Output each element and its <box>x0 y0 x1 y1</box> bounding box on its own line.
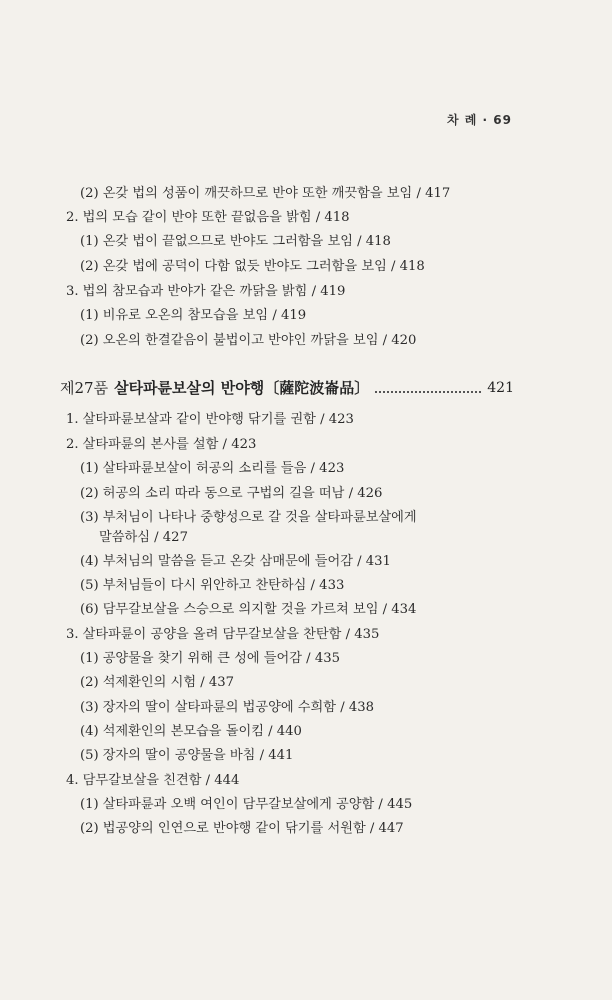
toc-entry <box>80 552 391 572</box>
toc-entry <box>80 722 302 742</box>
chapter-heading <box>60 377 514 399</box>
toc-entry-text: 석제환인의 시험 / 437 <box>102 675 235 690</box>
toc-entry <box>66 771 239 791</box>
toc-entry <box>80 698 374 718</box>
toc-entry-text: 온갖 법이 끝없으므로 반야도 그러함을 보임 / 418 <box>102 234 391 249</box>
toc-entry-text: 살타파륜보살이 허공의 소리를 들음 / 423 <box>102 461 345 476</box>
toc-entry-number: (1) <box>80 234 99 249</box>
toc-entry-text: 허공의 소리 따라 동으로 구법의 길을 떠남 / 426 <box>102 486 383 501</box>
running-head: 차 례 · 69 <box>447 113 512 127</box>
chapter-title: 살타파륜보살의 반야행〔薩陀波崙品〕 <box>114 379 370 397</box>
toc-entry-number: (1) <box>80 797 99 812</box>
toc-entry <box>80 184 450 204</box>
toc-entry-number: (3) <box>80 510 99 525</box>
toc-entry <box>80 600 416 620</box>
toc-entry-number: 3. <box>66 284 79 299</box>
toc-entry-number: (3) <box>80 700 99 715</box>
toc-entry-text: 공양물을 찾기 위해 큰 성에 들어감 / 435 <box>102 651 340 666</box>
toc-entry-number: (1) <box>80 651 99 666</box>
toc-entry-text: 살타파륜보살과 같이 반야행 닦기를 권함 / 423 <box>82 412 354 427</box>
toc-entry-number: (2) <box>80 821 99 836</box>
toc-entry-number: (1) <box>80 308 99 323</box>
toc-entry <box>66 435 256 455</box>
toc-entry-number: 1. <box>66 412 79 427</box>
toc-entry-number: 2. <box>66 437 79 452</box>
toc-entry-text: 장자의 딸이 공양물을 바침 / 441 <box>102 748 294 763</box>
toc-entry-text: 담무갈보살을 스승으로 의지할 것을 가르쳐 보임 / 434 <box>102 602 417 617</box>
toc-entry <box>66 208 350 228</box>
toc-entry-number: (4) <box>80 724 99 739</box>
chapter-prefix: 제27품 <box>60 379 109 397</box>
toc-entry-text: 살타파륜이 공양을 올려 담무갈보살을 찬탄함 / 435 <box>82 627 380 642</box>
toc-entry <box>80 306 306 326</box>
toc-entry <box>80 508 417 528</box>
toc-entry-number: 2. <box>66 210 79 225</box>
toc-entry-number: (2) <box>80 186 99 201</box>
toc-entry <box>80 746 293 766</box>
toc-entry-number: (2) <box>80 333 99 348</box>
toc-entry-text: 장자의 딸이 살타파륜의 법공양에 수희함 / 438 <box>102 700 375 715</box>
toc-entry-number: 3. <box>66 627 79 642</box>
toc-entry <box>66 625 379 645</box>
toc-entry <box>80 819 404 839</box>
toc-entry <box>66 282 345 302</box>
toc-entry <box>80 795 412 815</box>
toc-entry <box>80 576 344 596</box>
toc-entry-text: 말씀하심 / 427 <box>99 530 188 545</box>
toc-entry-continuation <box>99 528 188 548</box>
toc-entry <box>80 331 416 351</box>
toc-entry <box>80 649 340 669</box>
toc-entry-number: (4) <box>80 554 99 569</box>
toc-entry <box>80 459 344 479</box>
toc-entry-number: (2) <box>80 259 99 274</box>
toc-entry-text: 비유로 오온의 참모습을 보임 / 419 <box>102 308 307 323</box>
toc-entry-text: 온갖 법에 공덕이 다함 없듯 반야도 그러함을 보임 / 418 <box>102 259 425 274</box>
toc-entry-number: (5) <box>80 578 99 593</box>
toc-entry-text: 부처님이 나타나 중향성으로 갈 것을 살타파륜보살에게 <box>102 510 417 525</box>
toc-entry-text: 살타파륜의 본사를 설함 / 423 <box>82 437 257 452</box>
toc-entry-text: 석제환인의 본모습을 돌이킴 / 440 <box>102 724 302 739</box>
toc-entry <box>66 410 354 430</box>
toc-entry-text: 법의 모습 같이 반야 또한 끝없음을 밝힘 / 418 <box>82 210 350 225</box>
toc-entry-number: 4. <box>66 773 79 788</box>
toc-entry-text: 오온의 한결같음이 불법이고 반야인 까닭을 보임 / 420 <box>102 333 417 348</box>
toc-entry-number: (1) <box>80 461 99 476</box>
toc-entry-number: (2) <box>80 486 99 501</box>
toc-entry-text: 담무갈보살을 친견함 / 444 <box>82 773 240 788</box>
toc-entry <box>80 232 391 252</box>
dot-leader <box>375 391 481 393</box>
chapter-page-number: 421 <box>487 380 514 396</box>
toc-entry-text: 온갖 법의 성품이 깨끗하므로 반야 또한 깨끗함을 보임 / 417 <box>102 186 451 201</box>
toc-entry-number: (6) <box>80 602 99 617</box>
toc-entry-number: (2) <box>80 675 99 690</box>
toc-entry-text: 살타파륜과 오백 여인이 담무갈보살에게 공양함 / 445 <box>102 797 413 812</box>
toc-entry-number: (5) <box>80 748 99 763</box>
toc-entry-text: 부처님들이 다시 위안하고 찬탄하심 / 433 <box>102 578 345 593</box>
toc-entry <box>80 673 234 693</box>
toc-entry-text: 부처님의 말씀을 듣고 온갖 삼매문에 들어감 / 431 <box>102 554 391 569</box>
toc-entry <box>80 484 382 504</box>
toc-entry <box>80 257 425 277</box>
toc-entry-text: 법의 참모습과 반야가 같은 까닭을 밝힘 / 419 <box>82 284 346 299</box>
toc-entry-text: 법공양의 인연으로 반야행 같이 닦기를 서원함 / 447 <box>102 821 404 836</box>
